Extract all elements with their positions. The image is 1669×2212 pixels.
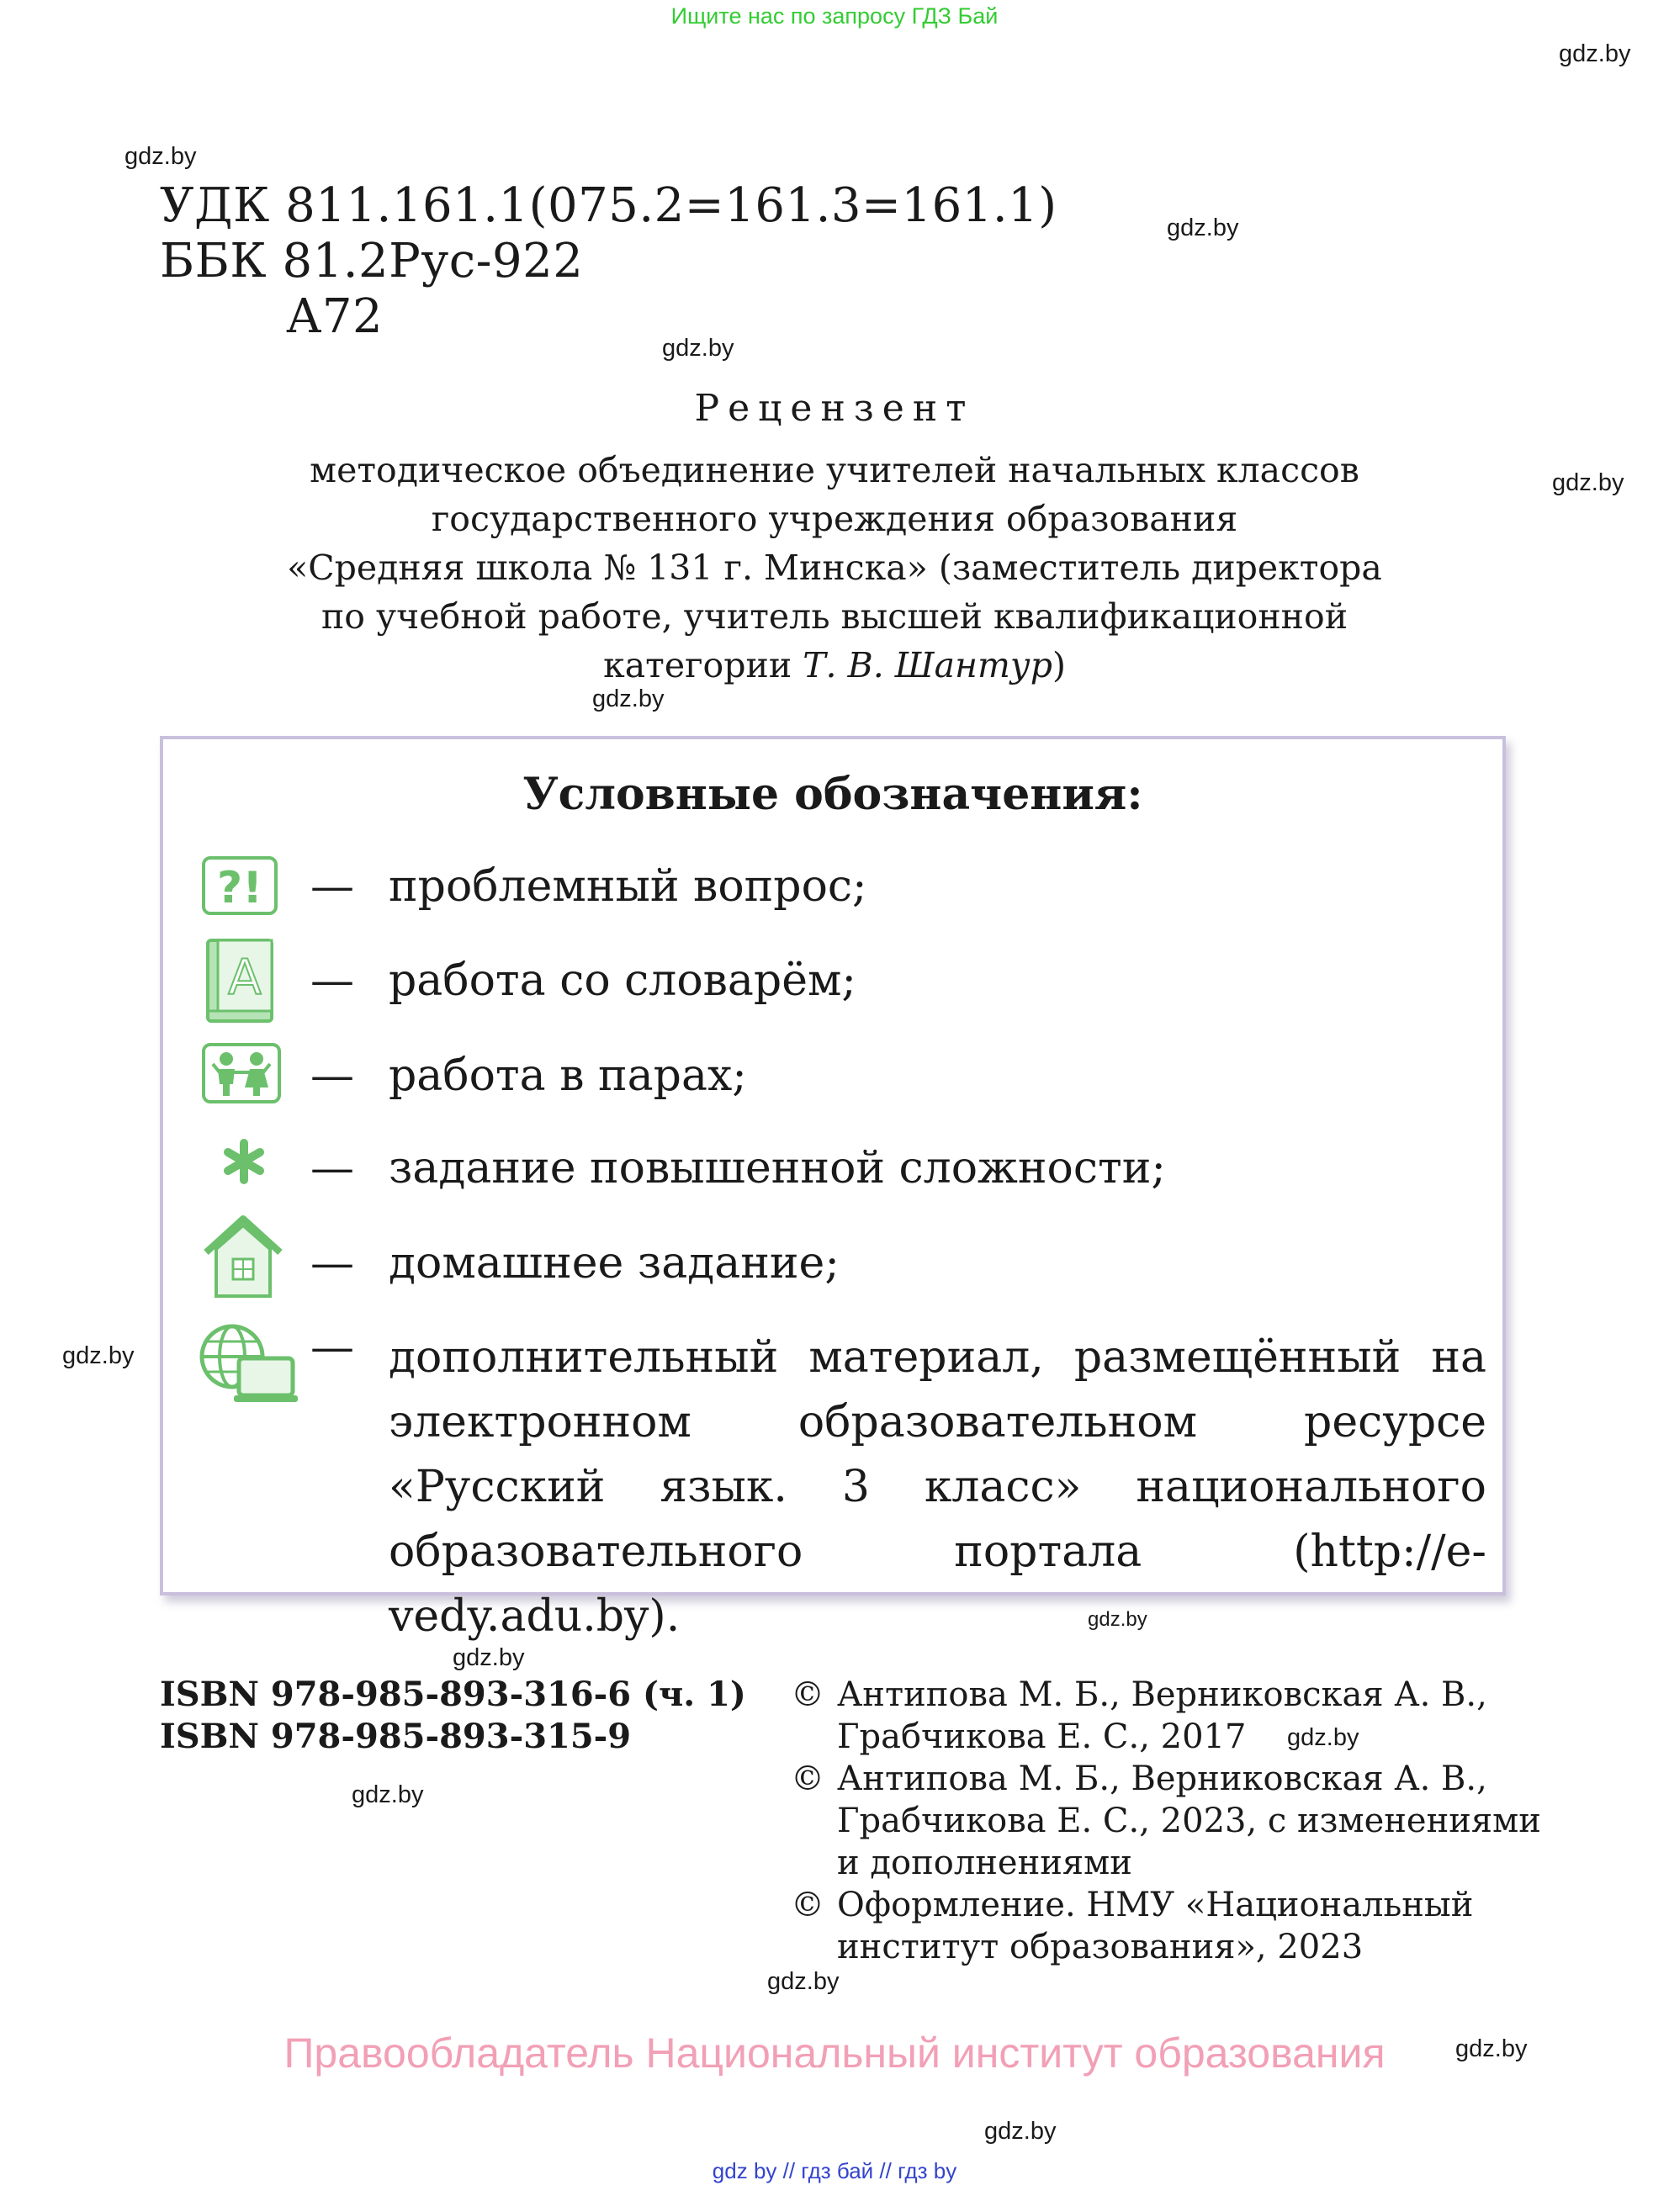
watermark: gdz.by (62, 1342, 135, 1369)
watermark: gdz.by (662, 335, 734, 362)
copyright-text: Оформление. НМУ «Национальный (837, 1886, 1474, 1924)
legend-dash: — (310, 1143, 354, 1193)
legend-text: работа со словарём; (389, 955, 856, 1006)
reviewer-line: государственного учреждения образования (431, 499, 1238, 539)
copyright-text: Антипова М. Б., Верниковская А. В., (837, 1675, 1487, 1714)
problem-question-icon (201, 855, 278, 919)
legend-title: Условные обозначения: (522, 769, 1143, 820)
copyright-text: институт образования», 2023 (837, 1928, 1364, 1966)
dictionary-book-icon (201, 935, 278, 1029)
copyright-text: Грабчикова Е. С., 2017 (837, 1717, 1247, 1756)
watermark: gdz.by (453, 1644, 525, 1671)
reviewer-category: категории (603, 645, 803, 685)
legend-text: задание повышенной сложности; (389, 1143, 1166, 1193)
rights-holder-notice: Правообладатель Национальный институт образования (283, 2029, 1386, 2077)
watermark: gdz.by (352, 1781, 424, 1808)
watermark: gdz.by (1088, 1608, 1147, 1631)
reviewer-line (0, 641, 1669, 690)
copyright-symbol: © (791, 1760, 824, 1798)
classification-codes (160, 178, 1057, 345)
copyright-block (791, 1674, 1541, 1968)
legend-item (163, 1034, 1502, 1118)
watermark: gdz.by (592, 685, 665, 712)
author-mark: А72 (286, 289, 384, 344)
legend-item (163, 844, 1502, 929)
isbn-part-1: ISBN 978-985-893-316-6 (ч. 1) (160, 1675, 746, 1714)
reviewer-close-paren: ) (1052, 645, 1066, 685)
copyright-line (791, 1884, 1541, 1926)
legend-dash: — (310, 861, 354, 912)
legend-text: работа в парах; (389, 1050, 747, 1101)
isbn-full: ISBN 978-985-893-315-9 (160, 1717, 632, 1756)
legend-dash: — (310, 955, 354, 1006)
watermark: gdz.by (125, 143, 197, 170)
isbn-block (160, 1674, 746, 1758)
copyright-line (791, 1758, 1541, 1800)
svg-text:?!: ?! (217, 863, 262, 913)
legend-text: домашнее задание; (389, 1238, 840, 1289)
legend-item (163, 1126, 1502, 1210)
legend-text: проблемный вопрос; (389, 861, 867, 912)
copyright-text: Антипова М. Б., Верниковская А. В., (837, 1760, 1487, 1798)
home-icon (201, 1214, 285, 1304)
top-banner: Ищите нас по запросу ГДЗ Бай (670, 3, 999, 29)
watermark: gdz.by (1167, 214, 1239, 241)
legend-dash: — (310, 1050, 354, 1101)
reviewer-line: методическое объединение учителей начальных классов (310, 450, 1359, 490)
watermark: gdz.by (1559, 40, 1631, 67)
pair-work-icon (201, 1042, 282, 1108)
watermark: gdz.by (984, 2118, 1057, 2145)
legend-text: дополнительный материал, размещённый на электронном образовательном ресурсе «Русский язык. 3 класс» национального образовательного портала (http://e-vedy.adu.by). (389, 1332, 1486, 1642)
copyright-line (791, 1674, 1541, 1716)
legend-dash: — (310, 1238, 354, 1289)
copyright-text: и дополнениями (837, 1844, 1132, 1882)
reviewer-name: Т. В. Шантур (803, 645, 1052, 685)
svg-text:А: А (228, 949, 262, 1006)
watermark: gdz.by (1455, 2035, 1528, 2062)
legend-item (163, 1221, 1502, 1305)
asterisk-icon (220, 1138, 268, 1188)
copyright-text: Грабчикова Е. С., 2023, с изменениями (837, 1802, 1541, 1840)
copyright-symbol: © (791, 1675, 824, 1714)
reviewer-line: «Средняя школа № 131 г. Минска» (заместитель директора (287, 548, 1382, 588)
globe-computer-icon (197, 1321, 298, 1409)
reviewer-text (0, 446, 1669, 690)
watermark: gdz.by (1287, 1724, 1359, 1751)
reviewer-line: по учебной работе, учитель высшей квалификационной (321, 596, 1348, 637)
legend-dash: — (310, 1322, 354, 1373)
watermark: gdz.by (1552, 469, 1624, 496)
reviewer-title: Рецензент (694, 387, 975, 430)
watermark: gdz.by (767, 1968, 840, 1995)
bbk-code: ББК 81.2Рус-922 (160, 234, 584, 288)
udk-code: УДК 811.161.1(075.2=161.3=161.1) (160, 178, 1057, 233)
legend-item (163, 939, 1502, 1023)
copyright-symbol: © (791, 1886, 824, 1924)
footer-links: gdz by // гдз бай // гдз by (712, 2158, 957, 2183)
